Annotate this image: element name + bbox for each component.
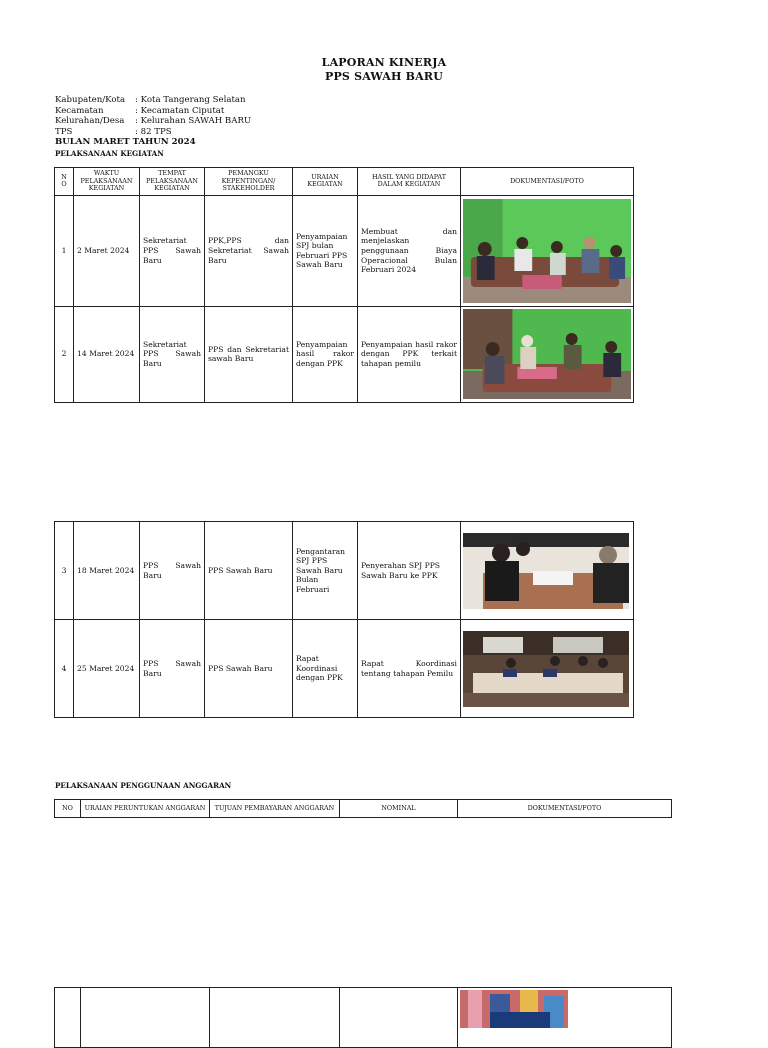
- cell-pemangku: PPS Sawah Baru: [205, 620, 293, 718]
- meta-row: [55, 95, 251, 106]
- header-no: N O: [55, 168, 74, 196]
- cell-pemangku: PPK,PPS dan Sekretariat Sawah Baru: [205, 195, 293, 306]
- report-meta: [55, 95, 251, 137]
- cell-hasil: Penyerahan SPJ PPS Sawah Baru ke PPK: [358, 522, 461, 620]
- cell-uraian: [81, 988, 210, 1048]
- header-dokumentasi: DOKUMENTASI/FOTO: [458, 800, 672, 818]
- meta-label: Kelurahan/Desa: [55, 116, 125, 126]
- cell-uraian: Pengantaran SPJ PPS Sawah Baru Bulan Februari: [293, 522, 358, 620]
- table-header-row: [55, 168, 634, 196]
- cell-uraian: Penyampaian hasil rakor dengan PPK: [293, 306, 358, 402]
- meta-label: TPS: [55, 126, 73, 137]
- table-header-row: [55, 800, 672, 818]
- photo-coordination-meeting: [463, 631, 629, 707]
- cell-photo: [461, 195, 634, 306]
- meta-label: Kecamatan: [55, 105, 104, 116]
- cell-no: [55, 988, 81, 1048]
- meta-value: : Kelurahan SAWAH BARU: [135, 116, 252, 126]
- cell-tempat: PPS Sawah Baru: [140, 522, 205, 620]
- cell-photo: [461, 620, 634, 718]
- cell-photo: [458, 988, 672, 1048]
- cell-uraian: Rapat Koordinasi dengan PPK: [293, 620, 358, 718]
- cell-no: 2: [55, 306, 74, 402]
- activity-table-page2: [54, 521, 634, 718]
- cell-tempat: Sekretariat PPS Sawah Baru: [140, 306, 205, 402]
- meta-row: [55, 127, 251, 138]
- table-row: [55, 195, 634, 306]
- cell-pemangku: PPS dan Sekretariat sawah Baru: [205, 306, 293, 402]
- header-hasil: HASIL YANG DIDAPAT DALAM KEGIATAN: [358, 168, 461, 196]
- table-row: [55, 522, 634, 620]
- table-row: [55, 988, 672, 1048]
- meta-row: [55, 116, 251, 127]
- meta-value: : 82 TPS: [135, 126, 172, 137]
- cell-nominal: [340, 988, 458, 1048]
- header-nominal: NOMINAL: [340, 800, 458, 818]
- meta-value: : Kota Tangerang Selatan: [135, 95, 246, 105]
- cell-tempat: PPS Sawah Baru: [140, 620, 205, 718]
- cell-waktu: 14 Maret 2024: [74, 306, 140, 402]
- cell-photo: [461, 306, 634, 402]
- report-period: BULAN MARET TAHUN 2024: [55, 137, 196, 147]
- cell-no: 4: [55, 620, 74, 718]
- cell-no: 3: [55, 522, 74, 620]
- header-tempat: TEMPAT PELAKSANAAN KEGIATAN: [140, 168, 205, 196]
- cell-hasil: Membuat dan menjelaskan penggunaan Biaya Operacional Bulan Februari 2024: [358, 195, 461, 306]
- meta-row: [55, 106, 251, 117]
- header-no: NO: [55, 800, 81, 818]
- section-title-kegiatan: PELAKSANAAN KEGIATAN: [55, 149, 164, 158]
- cell-hasil: Penyampaian hasil rakor dengan PPK terkait tahapan pemilu: [358, 306, 461, 402]
- photo-meeting-green-room-2: [463, 309, 631, 399]
- cell-tujuan: [210, 988, 340, 1048]
- header-tujuan: TUJUAN PEMBAYARAN ANGGARAN: [210, 800, 340, 818]
- report-title: LAPORAN KINERJA: [321, 56, 447, 69]
- header-pemangku: PEMANGKU KEPENTINGAN/ STAKEHOLDER: [205, 168, 293, 196]
- header-uraian: URAIAN KEGIATAN: [293, 168, 358, 196]
- activity-table-page1: [54, 167, 634, 403]
- cell-pemangku: PPS Sawah Baru: [205, 522, 293, 620]
- table-row: [55, 620, 634, 718]
- cell-photo: [461, 522, 634, 620]
- meta-value: : Kecamatan Ciputat: [135, 105, 225, 116]
- photo-meeting-green-room: [463, 199, 631, 303]
- meta-label: Kabupaten/Kota: [55, 95, 126, 105]
- report-subtitle: PPS SAWAH BARU: [324, 70, 444, 83]
- cell-hasil: Rapat Koordinasi tentang tahapan Pemilu: [358, 620, 461, 718]
- cell-no: 1: [55, 195, 74, 306]
- section-title-anggaran: PELAKSANAAN PENGGUNAAN ANGGARAN: [55, 781, 232, 790]
- cell-waktu: 2 Maret 2024: [74, 195, 140, 306]
- header-waktu: WAKTU PELAKSANAAN KEGIATAN: [74, 168, 140, 196]
- cell-waktu: 18 Maret 2024: [74, 522, 140, 620]
- header-dokumentasi: DOKUMENTASI/FOTO: [461, 168, 634, 196]
- photo-document-handover: [463, 533, 629, 609]
- cell-waktu: 25 Maret 2024: [74, 620, 140, 718]
- cell-uraian: Penyampaian SPJ bulan Februari PPS Sawah Baru: [293, 195, 358, 306]
- photo-receipt: [460, 990, 568, 1028]
- table-row: [55, 306, 634, 402]
- budget-table: [54, 799, 672, 818]
- header-uraian-anggaran: URAIAN PERUNTUKAN ANGGARAN: [81, 800, 210, 818]
- cell-tempat: Sekretariat PPS Sawah Baru: [140, 195, 205, 306]
- budget-table-continued: [54, 987, 672, 1048]
